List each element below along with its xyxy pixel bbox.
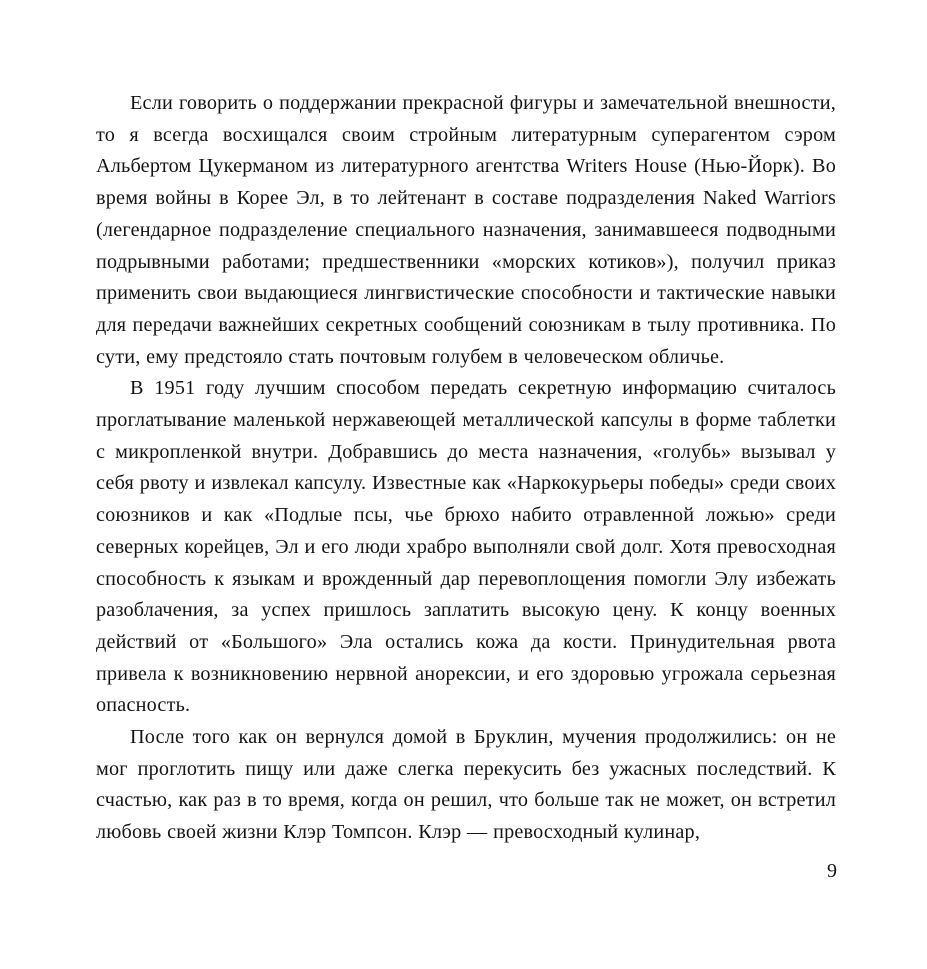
paragraph: После того как он вернулся домой в Бруклин, мучения продолжились: он не мог проглотить пищу или даже слегка перекусить без ужасных последствий. К счастью, как раз в то время, когда он решил, что больше так не может, он встретил любовь своей жизни Клэр Томпсон. Клэр — превосходный кулинар, (96, 726, 836, 844)
paragraph: Если говорить о поддержании прекрасной фигуры и замечательной внешности, то я всегда восхищался своим стройным литературным суперагентом сэром Альбертом Цукерманом из литературного агентства Writers House (Нью-Йорк). Во время войны в Корее Эл, в то лейтенант в составе подразделения Naked Warriors (легендарное подразделение специального назначения, занимавшееся подводными подрывными работами; предшественники «морских котиков»), получил приказ применить свои выдающиеся лингвистические способности и тактические навыки для передачи важнейших секретных сообщений союзникам в тылу противника. По сути, ему предстояло стать почтовым голубем в человеческом обличье. (96, 92, 836, 368)
paragraph: В 1951 году лучшим способом передать секретную информацию считалось проглатывание маленькой нержавеющей металлической капсулы в форме таблетки с микропленкой внутри. Добравшись до места назначения, «голубь» вызывал у себя рвоту и извлекал капсулу. Известные как «Наркокурьеры победы» среди своих союзников и как «Подлые псы, чье брюхо набито отравленной ложью» среди северных корейцев, Эл и его люди храбро выполняли свой долг. Хотя превосходная способность к языкам и врожденный дар перевоплощения помогли Элу избежать разоблачения, за успех пришлось заплатить высокую цену. К концу военных действий от «Большого» Эла остались кожа да кости. Принудительная рвота привела к возникновению нервной анорексии, и его здоровью угрожала серьезная опасность. (96, 377, 836, 717)
page-number: 9 (827, 860, 837, 882)
page-body-text (96, 88, 836, 849)
